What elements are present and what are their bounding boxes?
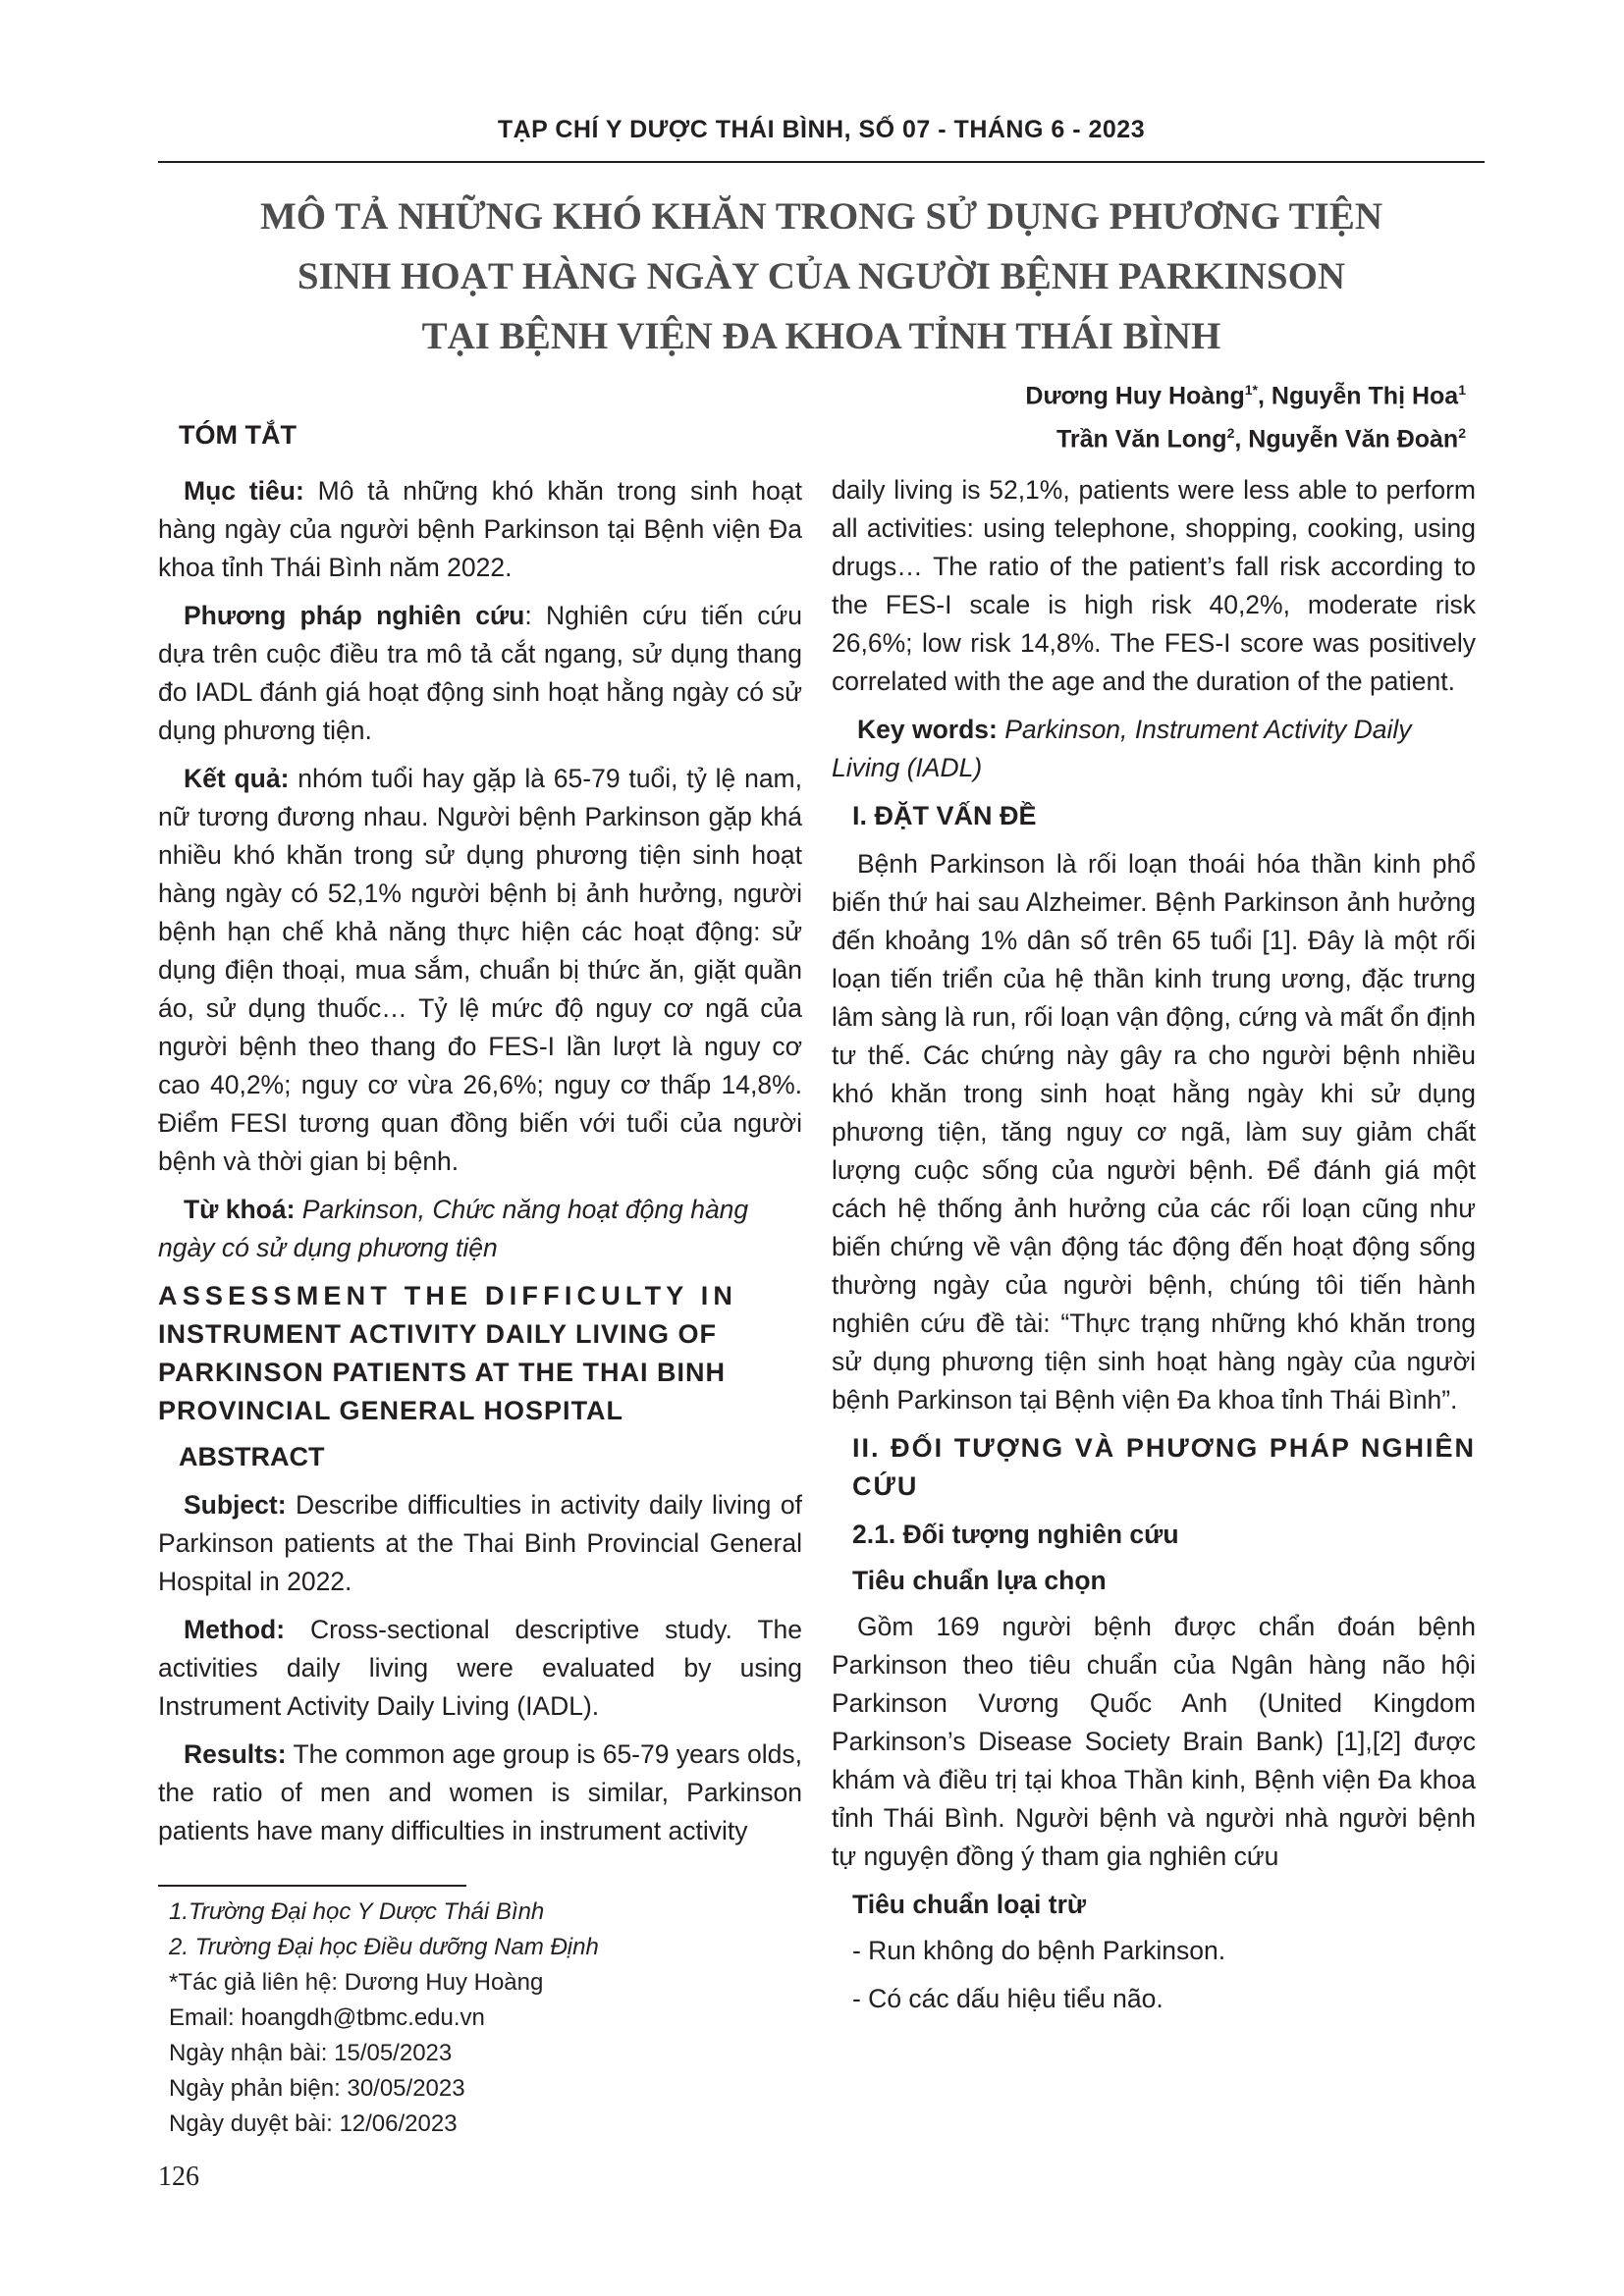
section-heading-doi-tuong: II. ĐỐI TƯỢNG VÀ PHƯƠNG PHÁP NGHIÊN CỨU xyxy=(852,1433,1476,1501)
footnote-received-date: Ngày nhận bài: 15/05/2023 xyxy=(169,2040,453,2066)
text-ket-qua: nhóm tuổi hay gặp là 65-79 tuổi, tỷ lệ nam, nữ tương đương nhau. Người bệnh Parkinson gặp khá nhiều khó khăn trong sử dụng phương tiện sinh hoạt hàng ngày có 52,1% người bệnh bị ảnh hưởng, người bệnh hạn chế khả năng thực hiện các hoạt động: sử dụng điện thoại, mua sắm, chuẩn bị thức ăn, giặt quần áo, sử dụng thuốc… Tỷ lệ mức độ nguy cơ ngã của người bệnh theo thang đo FES-I lần lượt là nguy cơ cao 40,2%; nguy cơ vừa 26,6%; nguy cơ thấp 14,8%. Điểm FESI tương quan đồng biến với tuổi của người bệnh và thời gian bị bệnh. xyxy=(158,764,802,1176)
paragraph-key-words xyxy=(832,711,1476,787)
paragraph-ket-qua xyxy=(158,760,802,1181)
paragraph-tu-khoa xyxy=(158,1191,802,1267)
label-results: Results: xyxy=(184,1739,287,1769)
english-title-line: PROVINCIAL GENERAL HOSPITAL xyxy=(158,1396,624,1425)
subsection-heading-tieu-chuan-loai-tru: Tiêu chuẩn loại trừ xyxy=(852,1890,1087,1919)
author-affiliation-mark: 2 xyxy=(1226,425,1235,442)
english-title-line: INSTRUMENT ACTIVITY DAILY LIVING OF xyxy=(158,1319,718,1349)
footnote-affiliation-2: 2. Trường Đại học Điều dưỡng Nam Định xyxy=(169,1934,599,1960)
title-line: SINH HOẠT HÀNG NGÀY CỦA NGƯỜI BỆNH PARKINSON xyxy=(297,255,1346,297)
footnote-review-date: Ngày phản biện: 30/05/2023 xyxy=(169,2075,465,2102)
paragraph-results-continued: daily living is 52,1%, patients were less able to perform all activities: using telephone, shopping, cooking, using drugs… The ratio of the patient’s fall risk according to the FES-I scale is high risk 40,2%, moderate risk 26,6%; low risk 14,8%. The FES-I score was positively correlated with the age and the duration of the patient. xyxy=(832,475,1476,696)
author-separator: , xyxy=(1258,382,1272,410)
title-line: MÔ TẢ NHỮNG KHÓ KHĂN TRONG SỬ DỤNG PHƯƠNG TIỆN xyxy=(260,195,1382,238)
author-line-2 xyxy=(1025,414,1466,457)
section-heading-abstract: ABSTRACT xyxy=(179,1442,325,1471)
label-key-words: Key words: xyxy=(857,715,998,744)
page-number: 126 xyxy=(158,2162,199,2192)
section-heading-tom-tat: TÓM TẮT xyxy=(179,420,297,450)
left-column xyxy=(158,416,802,1860)
paragraph-tieu-chuan-lua-chon: Gồm 169 người bệnh được chẩn đoán bệnh Parkinson theo tiêu chuẩn của Ngân hàng não hội Parkinson Vương Quốc Anh (United Kingdom Parkinson’s Disease Society Brain Bank) [1],[2] được khám và điều trị tại khoa Thần kinh, Bệnh viện Đa khoa tỉnh Thái Bình. Người bệnh và người nhà người bệnh tự nguyện đồng ý tham gia nghiên cứu xyxy=(832,1612,1476,1871)
section-heading-dat-van-de: I. ĐẶT VẤN ĐỀ xyxy=(852,801,1037,830)
text-muc-tieu: Mô tả những khó khăn trong sinh hoạt hàng ngày của người bệnh Parkinson tại Bệnh viện Đa khoa tỉnh Thái Bình năm 2022. xyxy=(158,476,802,582)
article-title xyxy=(158,187,1485,366)
author-name: Dương Huy Hoàng xyxy=(1025,382,1245,410)
text-phuong-phap: : Nghiên cứu tiến cứu dựa trên cuộc điều tra mô tả cắt ngang, sử dụng thang đo IADL đánh giá hoạt động sinh hoạt hằng ngày có sử dụng phương tiện. xyxy=(158,601,802,745)
english-title-line: PARKINSON PATIENTS AT THE THAI BINH xyxy=(158,1358,726,1387)
footnote-accepted-date: Ngày duyệt bài: 12/06/2023 xyxy=(169,2110,458,2137)
label-ket-qua: Kết quả: xyxy=(184,764,290,793)
right-column xyxy=(832,471,1476,2028)
list-item: - Có các dấu hiệu tiểu não. xyxy=(852,1984,1164,2013)
label-tu-khoa: Từ khoá: xyxy=(184,1195,296,1224)
text-tu-khoa: Parkinson, Chức năng hoạt động hàng ngày có sử dụng phương tiện xyxy=(158,1195,749,1262)
english-title-line: ASSESSMENT THE DIFFICULTY IN xyxy=(158,1281,738,1310)
text-method: Cross-sectional descriptive study. The activities daily living were evaluated by using Instrument Activity Daily Living (IADL). xyxy=(158,1615,802,1721)
author-separator: , xyxy=(1234,425,1249,454)
text-key-words: Parkinson, Instrument Activity Daily Living (IADL) xyxy=(832,715,1412,782)
author-affiliation-mark: 1* xyxy=(1244,382,1258,398)
journal-header: TẠP CHÍ Y DƯỢC THÁI BÌNH, SỐ 07 - THÁNG 6 - 2023 xyxy=(497,116,1146,143)
paragraph-phuong-phap xyxy=(158,597,802,750)
paragraph-dat-van-de: Bệnh Parkinson là rối loạn thoái hóa thần kinh phổ biến thứ hai sau Alzheimer. Bệnh Parkinson ảnh hưởng đến khoảng 1% dân số trên 65 tuổi [1]. Đây là một rối loạn tiến triển của hệ thần kinh trung ương, đặc trưng lâm sàng là run, rối loạn vận động, cứng và mất ổn định tư thế. Các chứng này gây ra cho người bệnh nhiều khó khăn trong sinh hoạt hằng ngày khi sử dụng phương tiện, tăng nguy cơ ngã, làm suy giảm chất lượng cuộc sống của người bệnh. Để đánh giá một cách hệ thống ảnh hưởng của các rối loạn cũng như biến chứng về vận động tác động đến hoạt động sống thường ngày của người bệnh, chúng tôi tiến hành nghiên cứu đề tài: “Thực trạng những khó khăn trong sử dụng phương tiện sinh hoạt hàng ngày của người bệnh Parkinson tại Bệnh viện Đa khoa tỉnh Thái Bình”. xyxy=(832,849,1476,1415)
author-name: Nguyễn Thị Hoa xyxy=(1271,382,1459,410)
subsection-heading-2-1: 2.1. Đối tượng nghiên cứu xyxy=(852,1520,1179,1549)
footnotes xyxy=(169,1895,778,2142)
text-subject: Describe difficulties in activity daily living of Parkinson patients at the Thai Binh Provincial General Hospital in 2022. xyxy=(158,1490,802,1596)
author-name: Trần Văn Long xyxy=(1056,425,1227,454)
footnote-rule xyxy=(158,1885,466,1887)
author-list xyxy=(1025,371,1466,458)
label-subject: Subject: xyxy=(184,1490,287,1520)
subsection-heading-tieu-chuan-lua-chon: Tiêu chuẩn lựa chọn xyxy=(852,1566,1107,1595)
text-results: The common age group is 65-79 years olds, the ratio of men and women is similar, Parkinson patients have many difficulties in instrument activity xyxy=(158,1739,802,1845)
footnote-affiliation-1: 1.Trường Đại học Y Dược Thái Bình xyxy=(169,1898,545,1925)
footnote-corresponding-author: *Tác giả liên hệ: Dương Huy Hoàng xyxy=(169,1969,544,1996)
label-muc-tieu: Mục tiêu: xyxy=(184,476,304,506)
paragraph-method xyxy=(158,1611,802,1726)
author-affiliation-mark: 1 xyxy=(1458,382,1466,398)
author-line-1 xyxy=(1025,371,1466,414)
label-phuong-phap: Phương pháp nghiên cứu xyxy=(184,601,525,630)
author-affiliation-mark: 2 xyxy=(1458,425,1466,442)
list-item: - Run không do bệnh Parkinson. xyxy=(852,1936,1226,1965)
paragraph-subject xyxy=(158,1486,802,1601)
english-title xyxy=(158,1277,802,1430)
footnote-email: Email: hoangdh@tbmc.edu.vn xyxy=(169,2004,485,2031)
paragraph-results xyxy=(158,1735,802,1850)
title-line: TẠI BỆNH VIỆN ĐA KHOA TỈNH THÁI BÌNH xyxy=(421,315,1221,357)
paragraph-muc-tieu xyxy=(158,472,802,587)
label-method: Method: xyxy=(184,1615,286,1644)
header-rule xyxy=(158,161,1485,163)
author-name: Nguyễn Văn Đoàn xyxy=(1248,425,1459,454)
